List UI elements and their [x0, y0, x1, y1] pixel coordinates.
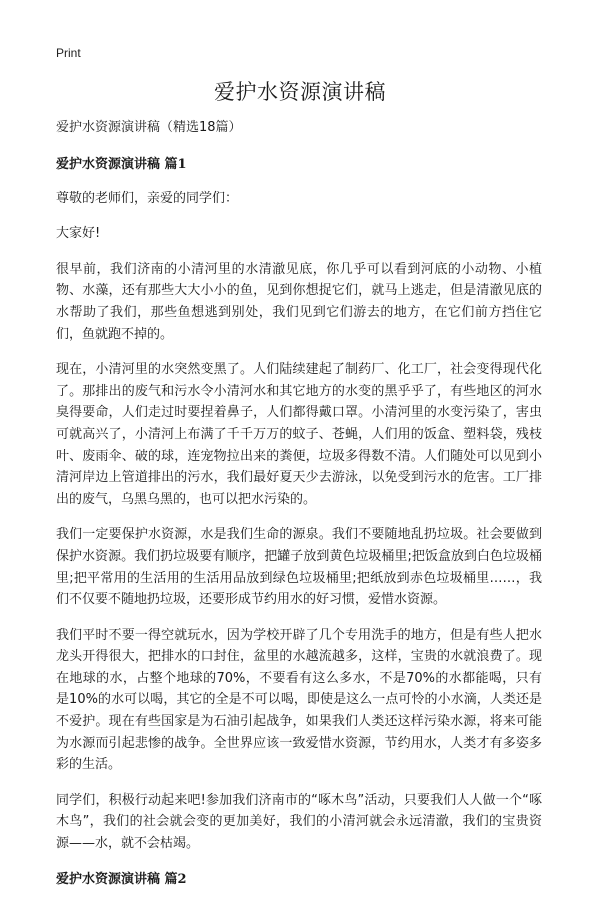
body-paragraph: 现在，小清河里的水突然变黑了。人们陆续建起了制药厂、化工厂，社会变得现代化了。那排出的废气和污水令小清河水和其它地方的水变的黑乎乎了，有些地区的河水臭得要命，人们走过时要捏着鼻子，人们都得戴口罩。小清河里的水变污染了，害虫可就高兴了，小清河上布满了千千万万的蚊子、苍蝇，人们用的饭盒、塑料袋，残枝叶、废雨伞、破的球，连宠物拉出来的粪便，垃圾多得数不清。人们随处可以见到小清河岸边上管道排出的污水，我们最好夏天少去游泳，以免受到污水的危害。工厂排出的废气，乌黑乌黑的，也可以把水污染的。: [56, 362, 542, 507]
print-label: Print: [56, 46, 81, 60]
body-paragraph: 我们一定要保护水资源，水是我们生命的源泉。我们不要随地乱扔垃圾。社会要做到保护水资源。我们扔垃圾要有顺序，把罐子放到黄色垃圾桶里;把饭盒放到白色垃圾桶里;把平常用的生活用的生活用品放到绿色垃圾桶里;把纸放到赤色垃圾桶里……，我们不仅要不随地扔垃圾，还要形成节约用水的好习惯，爱惜水资源。: [56, 527, 542, 608]
section-heading: 爱护水资源演讲稿 篇1: [56, 156, 187, 172]
body-paragraph: 我们平时不要一得空就玩水，因为学校开辟了几个专用洗手的地方，但是有些人把水龙头开得很大，把排水的口封住，盆里的水越流越多，这样，宝贵的水就浪费了。现在地球的水，占整个地球的70%，不要看有这么多水，不是70%的水都能喝，只有是10%的水可以喝，其它的全是不可以喝，即使是这么一点可怜的小水滴，人类还是不爱护。现在有些国家是为石油引起战争，如果我们人类还这样污染水源，将来可能为水源而引起悲惨的战争。全世界应该一致爱惜水资源，节约用水，人类才有多姿多彩的生活。: [56, 627, 542, 773]
document-body: [56, 117, 542, 903]
document-subtitle: 爱护水资源演讲稿（精选18篇）: [56, 120, 242, 135]
salutation: 尊敬的老师们，亲爱的同学们：: [56, 190, 239, 206]
body-paragraph: 同学们，积极行动起来吧!参加我们济南市的“啄木鸟”活动，只要我们人人做一个“啄木鸟”，我们的社会就会变的更加美好，我们的小清河就会永远清澈，我们的宝贵资源——水，就不会枯竭。: [56, 792, 542, 852]
greeting: 大家好!: [56, 226, 101, 242]
section-heading: 爱护水资源演讲稿 篇2: [56, 871, 187, 887]
document-title: 爱护水资源演讲稿: [214, 80, 386, 104]
body-paragraph: 很早前，我们济南的小清河里的水清澈见底，你几乎可以看到河底的小动物、小植物、水藻，还有那些大大小小的鱼，见到你想捉它们，就马上逃走，但是清澈见底的水帮助了我们，那些鱼想逃到别处，我们见到它们游去的地方，在它们前方挡住它们，鱼就跑不掉的。: [56, 261, 542, 342]
